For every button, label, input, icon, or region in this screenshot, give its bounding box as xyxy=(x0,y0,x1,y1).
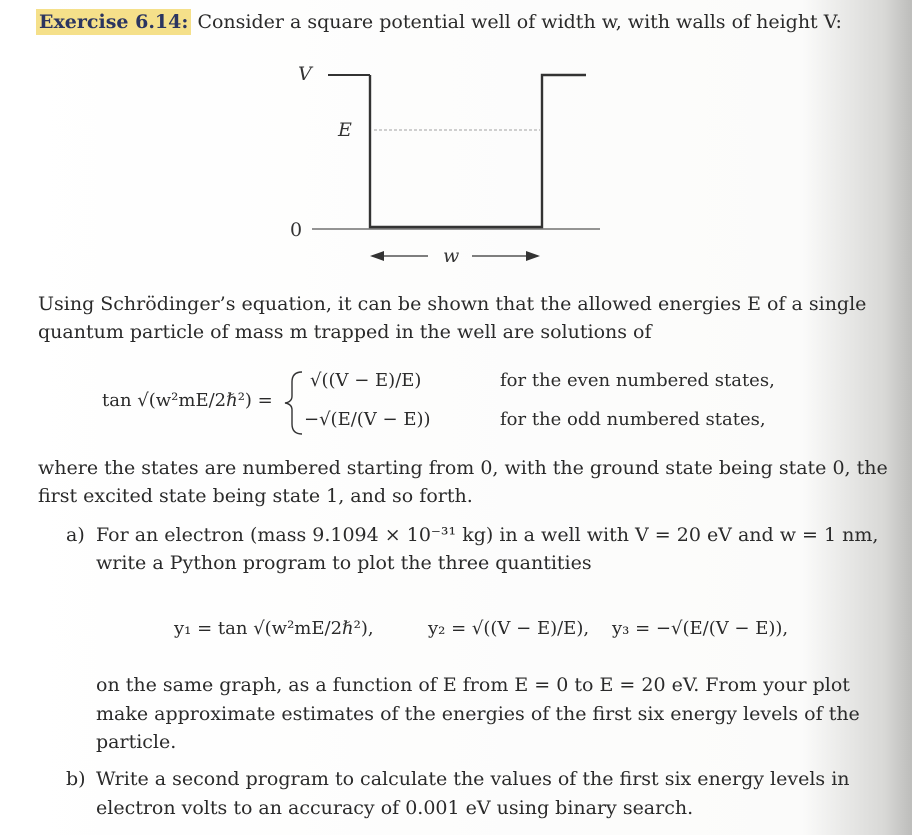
part-b-line2: electron volts to an accuracy of 0.001 eV using binary search. xyxy=(96,797,694,819)
part-a-line3: on the same graph, as a function of E from E = 0 to E = 20 eV. From your plot xyxy=(96,674,850,696)
part-a-line5: particle. xyxy=(96,731,177,753)
arrowhead-left xyxy=(370,251,384,261)
part-b-marker: b) xyxy=(66,768,86,790)
part-a-line1: For an electron (mass 9.1094 × 10⁻³¹ kg) in a well with V = 20 eV and w = 1 nm, xyxy=(96,524,879,546)
exercise-label: Exercise 6.14: xyxy=(36,9,191,35)
part-a-marker: a) xyxy=(66,524,85,546)
part-a-line2: write a Python program to plot the three quantities xyxy=(96,552,592,574)
part-a-line4: make approximate estimates of the energies of the first six energy levels of the xyxy=(96,703,860,725)
paragraph2-line1: where the states are numbered starting from 0, with the ground state being state 0, the xyxy=(38,457,888,479)
label-0: 0 xyxy=(290,219,303,241)
arrowhead-right xyxy=(526,251,540,261)
label-w: w xyxy=(443,245,460,267)
exercise-intro: Consider a square potential well of width w, with walls of height V: xyxy=(197,11,842,33)
part-b-line1: Write a second program to calculate the values of the first six energy levels in xyxy=(96,768,850,790)
label-V: V xyxy=(298,63,312,85)
equation1-cond-odd: for the odd numbered states, xyxy=(500,409,766,430)
label-E: E xyxy=(338,119,352,141)
equation1-case-even: √((V − E)/E) xyxy=(310,370,422,391)
paragraph2-line2: first excited state being state 1, and so forth. xyxy=(38,485,473,507)
paragraph1-line1: Using Schrödinger’s equation, it can be shown that the allowed energies E of a single xyxy=(38,293,867,315)
equation-y1: y₁ = tan √(w²mE/2ℏ²), xyxy=(174,618,374,639)
well-outline xyxy=(370,75,586,227)
paragraph1-line2: quantum particle of mass m trapped in the well are solutions of xyxy=(38,321,652,343)
equation-y2: y₂ = √((V − E)/E), xyxy=(428,618,590,639)
equation1-case-odd: −√(E/(V − E)) xyxy=(304,409,431,430)
equation1-lhs: tan √(w²mE/2ℏ²) = xyxy=(102,390,273,411)
equation1-cond-even: for the even numbered states, xyxy=(500,370,775,391)
equation-y3: y₃ = −√(E/(V − E)), xyxy=(612,618,789,639)
